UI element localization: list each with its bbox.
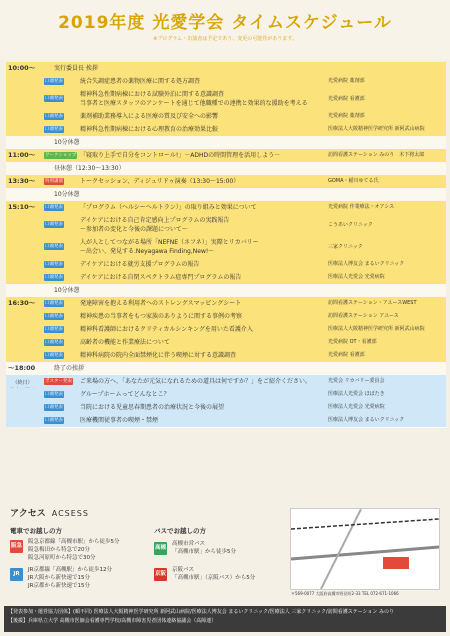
session-title: 精神科看護師におけるクリティカルシンキングを用いた看護介入 xyxy=(80,326,253,333)
schedule-row xyxy=(6,323,446,336)
access-title-jp: アクセス xyxy=(10,509,46,519)
presenter-org: 光愛病院 薬剤部 xyxy=(328,78,365,84)
presenter-org: 光愛病院 看護部 xyxy=(328,352,365,358)
presenter-org: 医療法人光愛会 ほばたき xyxy=(328,391,385,397)
session-title: 昼休憩（12:30～13:30） xyxy=(54,165,125,172)
bus2-route-1: 京阪バス xyxy=(172,567,195,573)
session-type-badge: ポスター発表 xyxy=(45,379,72,384)
schedule-row xyxy=(6,336,446,349)
row-content xyxy=(40,323,446,337)
venue-marker xyxy=(383,557,409,569)
row-content xyxy=(40,349,446,363)
presenter-org: 医療法人博友会 まるいクリニック xyxy=(328,417,405,423)
presenter-org: 光愛病院 作業療法・オアシス xyxy=(328,204,395,210)
time-strip xyxy=(6,284,40,297)
row-content xyxy=(40,401,446,415)
time-strip xyxy=(6,362,40,375)
session-title: 精神科急性期病棟における試験外泊に関する意識調査 当事者と医療スタッフのアンケートを通じて他職種での連携と効果的な援助を考える xyxy=(80,91,308,107)
schedule-row xyxy=(6,149,446,162)
session-title: 「プログラム（ヘルシーヘルトラン）」の取り組みと効果について xyxy=(80,204,257,211)
session-title: 発達障害を抱える利用者へのストレングスマッピングシート xyxy=(80,300,242,307)
time-strip xyxy=(6,175,40,188)
schedule-row xyxy=(6,388,446,401)
session-type-badge: 口頭発表 xyxy=(45,418,63,423)
time-strip xyxy=(6,62,40,75)
time-strip xyxy=(6,375,40,388)
session-type-badge: 口頭発表 xyxy=(45,244,63,249)
jr-route-1: JR京都線「高槻駅」から徒歩12分 xyxy=(28,567,112,573)
page-subtitle: ※プログラム・出演者は予定であり、変更の可能性があります。 xyxy=(153,36,297,42)
session-title: デイケアにおける自閉スペクトラム症専門プログラムの報告 xyxy=(80,274,242,281)
time-strip xyxy=(6,388,40,401)
session-title: 10分休憩 xyxy=(54,191,80,198)
session-title: 精神科急性期病棟における心理教育の治療効果比較 xyxy=(80,126,219,133)
time-strip xyxy=(6,214,40,236)
row-content xyxy=(40,236,446,259)
session-type-badge: 口頭発表 xyxy=(45,314,63,319)
schedule-row xyxy=(6,349,446,362)
all-day-label: （終日） xyxy=(12,380,33,386)
session-title: ご来場の方へ、「あなたが元気になれるための道具は何ですか？」をご紹介ください。 xyxy=(80,378,312,385)
access-title-en: ACSESS xyxy=(51,509,89,518)
session-type-badge: 口頭発表 xyxy=(45,262,63,267)
session-title: グループホームってどんなとこ？ xyxy=(80,391,170,398)
time-label: ～18:00 xyxy=(8,364,36,372)
session-title: 精神疾患の当事者をもつ家族のありように関する事例の考察 xyxy=(80,313,243,320)
header xyxy=(0,0,450,60)
row-content xyxy=(40,336,446,350)
row-content xyxy=(40,136,446,150)
schedule-row xyxy=(6,123,446,136)
hankyu-route-1: 阪急京都線「高槻市駅」から徒歩5分 xyxy=(28,539,120,545)
session-type-badge: 口頭発表 xyxy=(45,222,63,227)
keihan-bus-badge: 京阪 xyxy=(154,568,167,581)
session-title: トークセッション、ディジュリドゥ演奏（13:30～15:00） xyxy=(80,178,240,185)
row-content xyxy=(40,88,446,111)
row-content xyxy=(40,175,446,189)
schedule-row xyxy=(6,236,446,258)
session-title: 「寝取り上手で自分をコントロール!」－ADHDの時間管理を活用しよう－ xyxy=(80,152,281,159)
map-drawing xyxy=(291,509,439,589)
presenter-org: 光愛病院 薬剤部 xyxy=(328,113,365,119)
bus1-route-1: 高槻市営バス xyxy=(172,541,206,547)
session-type-badge: ワークショップ xyxy=(45,153,77,158)
time-strip xyxy=(6,110,40,123)
session-title: 実行委員長 挨拶 xyxy=(54,65,98,72)
presenter-org: 訪問看護ステーション アユース xyxy=(328,313,399,319)
presenter-org: 医療法人博友会 まるいクリニック xyxy=(328,261,405,267)
jr-route-3: JR京都から新快速で15分 xyxy=(28,583,90,589)
session-title: 医療機関従事者の喫煙・禁煙 xyxy=(80,417,159,424)
schedule-row xyxy=(6,136,446,149)
bus-heading: バスでお越しの方 xyxy=(154,527,206,535)
session-type-badge: 口頭発表 xyxy=(45,301,63,306)
bus1-route-2: 「高槻市駅」から徒歩5分 xyxy=(172,549,237,555)
takatsuki-bus-badge: 高槻 xyxy=(154,542,167,555)
schedule-row xyxy=(6,188,446,201)
schedule-row xyxy=(6,258,446,271)
time-strip xyxy=(6,123,40,136)
session-type-badge: 口頭発表 xyxy=(45,96,63,101)
hankyu-route-2: 阪急梅田から特急で20分 xyxy=(28,547,90,553)
schedule-row xyxy=(6,271,446,284)
map-road xyxy=(291,547,439,559)
time-strip xyxy=(6,310,40,323)
presenter-org: 医療法人光愛会 光愛病院 xyxy=(328,404,385,410)
time-strip xyxy=(6,414,40,427)
schedule-row xyxy=(6,297,446,310)
session-type-badge: 口頭発表 xyxy=(45,79,63,84)
time-strip xyxy=(6,349,40,362)
row-content xyxy=(40,123,446,137)
session-type-badge: 口頭発表 xyxy=(45,340,63,345)
row-content xyxy=(40,388,446,402)
session-title: 高齢者の機能と作業療法について xyxy=(80,339,170,346)
jr-route-2: JR大阪から新快速で15分 xyxy=(28,575,90,581)
schedule-row xyxy=(6,162,446,175)
presenter-org: 医療法人大阪精神医学研究所 新阿武山病院 xyxy=(328,326,425,332)
time-label: 15:10～ xyxy=(8,203,36,211)
access-title xyxy=(10,506,89,519)
presenter-org: 光愛病院 OT・看護部 xyxy=(328,339,377,345)
session-title: 終了の挨拶 xyxy=(54,365,85,372)
row-content xyxy=(40,188,446,202)
row-content xyxy=(40,62,446,76)
schedule-row xyxy=(6,175,446,188)
time-strip xyxy=(6,401,40,414)
row-content xyxy=(40,214,446,237)
schedule-row xyxy=(6,214,446,236)
session-title: 薬剤補助業務導入による医療の質及び安全への影響 xyxy=(80,113,219,120)
hankyu-badge: 阪急 xyxy=(10,540,23,553)
session-title: 精神科病院の院内全面禁煙化に伴う喫煙に対する意識調査 xyxy=(80,352,237,359)
session-type-badge: 口頭発表 xyxy=(45,114,63,119)
time-strip xyxy=(6,201,40,214)
row-content xyxy=(40,362,446,376)
presenter-org: こうあいクリニック xyxy=(328,222,373,228)
presenter-org: 医療法人光愛会 光愛病院 xyxy=(328,274,385,280)
bus2-route-2: 「高槻市駅」（京阪バス）から5分 xyxy=(172,575,256,581)
presenter-org: 訪問看護ステーション みのり 木下将太郎 xyxy=(328,152,425,158)
presenter-org: 光愛会 リカバリー委員会 xyxy=(328,378,385,384)
session-title: 当院における児童思春期患者の治療状況と今後の展望 xyxy=(80,404,225,411)
schedule-row xyxy=(6,75,446,88)
map-railway xyxy=(291,519,439,529)
row-content xyxy=(40,149,446,163)
time-strip xyxy=(6,136,40,149)
presenter-org: 医療法人大阪精神医学研究所 新阿武山病院 xyxy=(328,126,425,132)
row-content xyxy=(40,310,446,324)
time-label: 13:30～ xyxy=(8,177,36,185)
session-title: 人が人としてつながる場所「NEFNE（ネフネ）」実際とリカバリー ～出会い、発見する.Neyagawa Finding,New!～ xyxy=(80,239,259,255)
time-strip xyxy=(6,297,40,310)
schedule-row xyxy=(6,88,446,110)
time-strip xyxy=(6,271,40,284)
session-type-badge: 特別講演 xyxy=(45,179,63,184)
session-type-badge: 口頭発表 xyxy=(45,205,63,210)
schedule-row xyxy=(6,284,446,297)
schedule-row xyxy=(6,401,446,414)
row-content xyxy=(40,201,446,215)
schedule-row xyxy=(6,414,446,427)
session-title: 統合失調症患者の薬物医療に関する処方調査 xyxy=(80,78,201,85)
session-type-badge: 口頭発表 xyxy=(45,327,63,332)
hankyu-route-3: 阪急河原町から特急で30分 xyxy=(28,555,96,561)
session-type-badge: 口頭発表 xyxy=(45,353,63,358)
footer-line-1: 【発表参加・運営協力団体】(順不同) 医療法人大阪精神医学研究所 新阿武山病院/医療法人博友会 まるいクリニック/医療法人 三家クリニック/訪問看護ステーション みのり xyxy=(8,609,395,615)
row-content xyxy=(40,110,446,124)
time-strip xyxy=(6,149,40,162)
row-content xyxy=(40,297,446,311)
session-title: 10分休憩 xyxy=(54,139,80,146)
schedule-row xyxy=(6,375,446,388)
row-content xyxy=(40,414,446,428)
train-heading: 電車でお越しの方 xyxy=(10,527,62,535)
session-type-badge: 口頭発表 xyxy=(45,405,63,410)
session-type-badge: 口頭発表 xyxy=(45,127,63,132)
schedule-row xyxy=(6,110,446,123)
time-strip xyxy=(6,162,40,175)
row-content xyxy=(40,271,446,285)
session-title: デイケアにおける自己肯定感向上プログラムの実践報告 ～参加者の変化と今後の課題について～ xyxy=(80,217,230,233)
access-map xyxy=(290,508,440,596)
map-address: 〒569-0077 大阪府高槻市野見町2-33 TEL 072-671-1066 xyxy=(291,591,399,596)
footer xyxy=(4,606,446,632)
time-strip xyxy=(6,88,40,110)
time-label: 16:30～ xyxy=(8,299,36,307)
presenter-org: 光愛病院 看護部 xyxy=(328,96,365,102)
footer-line-2: 【後援】兵庫県立大学 高槻市医師会看護専門学校/高槻市障害児者団体連絡協議会（高障連） xyxy=(8,618,217,624)
row-content xyxy=(40,75,446,89)
jr-badge: JR xyxy=(10,568,23,581)
schedule-row xyxy=(6,310,446,323)
time-strip xyxy=(6,336,40,349)
page-title: 2019年度 光愛学会 タイムスケジュール xyxy=(58,13,392,33)
presenter-org: 三家クリニック xyxy=(328,244,363,250)
schedule-row xyxy=(6,62,446,75)
row-content xyxy=(40,162,446,176)
time-strip xyxy=(6,258,40,271)
access-section xyxy=(6,504,446,600)
session-title: デイケアにおける就労支援プログラムの報告 xyxy=(80,261,200,268)
schedule-row xyxy=(6,201,446,214)
time-label: 10:00～ xyxy=(8,64,36,72)
time-strip xyxy=(6,75,40,88)
time-strip xyxy=(6,236,40,258)
schedule-table xyxy=(6,62,446,427)
time-strip xyxy=(6,188,40,201)
time-label: 11:00～ xyxy=(8,151,36,159)
schedule-row xyxy=(6,362,446,375)
row-content xyxy=(40,284,446,298)
map-street xyxy=(321,509,361,589)
session-title: 10分休憩 xyxy=(54,287,80,294)
row-content xyxy=(40,258,446,272)
presenter-org: GOMA・稲川ゆてる氏 xyxy=(328,178,379,184)
session-type-badge: 口頭発表 xyxy=(45,275,63,280)
presenter-org: 訪問看護ステーション・アユースWEST xyxy=(328,300,417,306)
row-content xyxy=(40,375,446,389)
session-type-badge: 口頭発表 xyxy=(45,392,63,397)
time-strip xyxy=(6,323,40,336)
